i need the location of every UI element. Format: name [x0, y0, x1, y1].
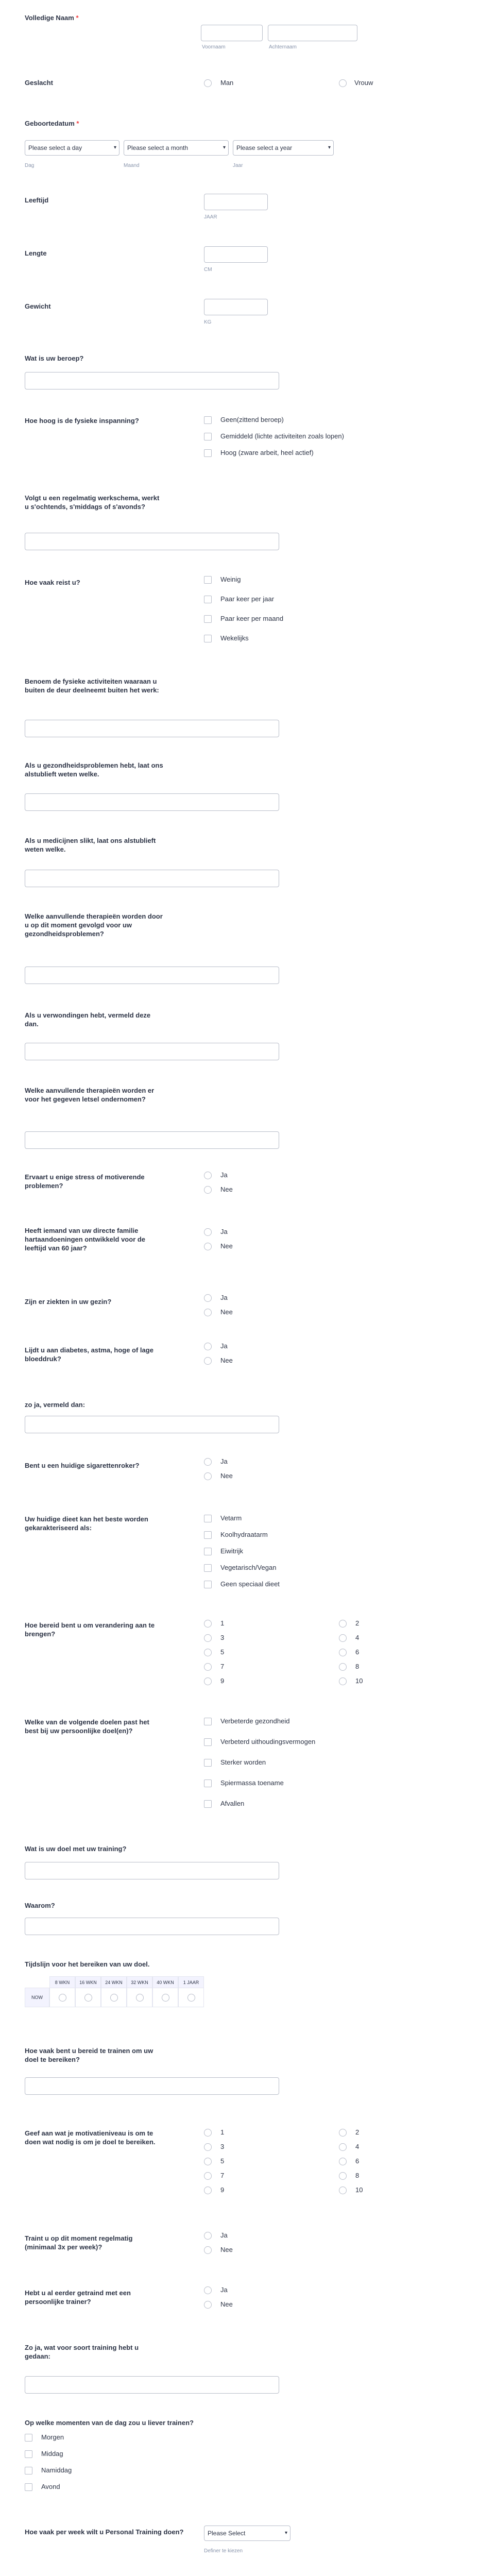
regular-yes-radio[interactable]: [204, 2232, 212, 2240]
meds-label: Als u medicijnen slikt, laat ons alstublieft weten welke.: [25, 837, 156, 853]
ready-option-radio[interactable]: [339, 1634, 347, 1642]
motivation-label: Geef aan wat je motivatieniveau is om te doen wat nodig is om je doel te bereiken.: [25, 2129, 156, 2146]
ready-option-radio[interactable]: [204, 1620, 212, 1628]
ready-option-radio[interactable]: [339, 1677, 347, 1685]
motivation-option-label: 1: [220, 2128, 225, 2136]
travel-option-checkbox[interactable]: [204, 596, 212, 603]
ready-option-label: 10: [355, 1677, 363, 1685]
full-name-label: Volledige Naam *: [25, 14, 79, 22]
job-input[interactable]: [25, 372, 279, 389]
schedule-label: Volgt u een regelmatig werkschema, werkt u s'ochtends, s'middags of s'avonds?: [25, 494, 160, 511]
last-name-sublabel: Achternaam: [269, 44, 297, 50]
stress-label: Ervaart u enige stress of motiverende problemen?: [25, 1173, 145, 1190]
timeline-cell[interactable]: [49, 1988, 75, 2007]
smoker-no-radio[interactable]: [204, 1472, 212, 1480]
motivation-option-label: 4: [355, 2143, 360, 2150]
travel-option-checkbox[interactable]: [204, 576, 212, 584]
motivation-option-radio[interactable]: [204, 2158, 212, 2165]
family-no-label: Nee: [220, 1242, 233, 1250]
diet-option-label: Vegetarisch/Vegan: [220, 1564, 277, 1571]
motivation-option-radio[interactable]: [339, 2129, 347, 2137]
motivation-option-radio[interactable]: [339, 2187, 347, 2194]
smoker-no-label: Nee: [220, 1472, 233, 1480]
regular-label: Traint u op dit moment regelmatig (minimaal 3x per week)?: [25, 2234, 133, 2251]
goals-option-label: Verbeterd uithoudingsvermogen: [220, 1738, 316, 1745]
family-yes-label: Ja: [220, 1228, 228, 1235]
smoker-label: Bent u een huidige sigarettenroker?: [25, 1462, 140, 1469]
sessions-label: Hoe vaak per week wilt u Personal Training doen?: [25, 2528, 184, 2536]
sick-label: Zijn er ziekten in uw gezin?: [25, 1298, 112, 1306]
ready-option-radio[interactable]: [204, 1663, 212, 1671]
motivation-option-label: 2: [355, 2128, 360, 2136]
sick-no-label: Nee: [220, 1308, 233, 1316]
activity-option-label: Geen(zittend beroep): [220, 416, 284, 423]
trainer-label: Hebt u al eerder getraind met een persoonlijke trainer?: [25, 2289, 131, 2306]
goals-option-checkbox[interactable]: [204, 1718, 212, 1725]
moments-option-label: Avond: [41, 2483, 60, 2490]
timeline-col-header: 32 WKN: [127, 1976, 152, 1989]
motivation-option-radio[interactable]: [204, 2187, 212, 2194]
health-input[interactable]: [25, 793, 279, 811]
length-unit: CM: [204, 267, 212, 273]
age-input[interactable]: [204, 194, 268, 210]
moments-option-label: Namiddag: [41, 2466, 72, 2474]
sessions-sublabel: Definer te kiezen: [204, 2548, 243, 2554]
first-name-input[interactable]: [201, 25, 263, 41]
diet-option-label: Geen speciaal dieet: [220, 1580, 280, 1588]
goals-option-label: Verbeterde gezondheid: [220, 1717, 290, 1725]
diet-option-checkbox[interactable]: [204, 1515, 212, 1522]
ready-option-label: 2: [355, 1619, 360, 1627]
sick-yes-radio[interactable]: [204, 1294, 212, 1302]
stress-no-label: Nee: [220, 1185, 233, 1193]
travel-option-label: Weinig: [220, 575, 241, 583]
motivation-option-label: 7: [220, 2172, 225, 2179]
motivation-option-label: 8: [355, 2172, 360, 2179]
ready-option-radio[interactable]: [204, 1634, 212, 1642]
dob-day-select[interactable]: Please select a day ▾: [25, 140, 119, 156]
family-label: Heeft iemand van uw directe familie hartaandoeningen ontwikkeld voor de leeftijd van 60 jaar?: [25, 1227, 146, 1252]
ready-option-label: 8: [355, 1663, 360, 1670]
why-input[interactable]: [25, 1918, 279, 1935]
diabetes-yes-label: Ja: [220, 1342, 228, 1350]
ready-option-label: 4: [355, 1634, 360, 1641]
previous-training-input[interactable]: [25, 2376, 279, 2394]
trainer-no-radio[interactable]: [204, 2301, 212, 2309]
motivation-option-label: 9: [220, 2186, 225, 2194]
ready-option-label: 6: [355, 1648, 360, 1656]
ready-option-radio[interactable]: [204, 1677, 212, 1685]
diabetes-label: Lijdt u aan diabetes, astma, hoge of lage bloeddruk?: [25, 1346, 153, 1363]
activities-input[interactable]: [25, 720, 279, 737]
goals-label: Welke van de volgende doelen past het best bij uw persoonlijke doel(en)?: [25, 1718, 149, 1735]
diet-label: Uw huidige dieet kan het beste worden gekarakteriseerd als:: [25, 1515, 148, 1532]
sick-yes-label: Ja: [220, 1294, 228, 1301]
moments-option-checkbox[interactable]: [25, 2434, 32, 2442]
diet-option-label: Koolhydraatarm: [220, 1531, 268, 1538]
timeline-row-header: NOW: [25, 1988, 49, 2007]
travel-option-checkbox[interactable]: [204, 615, 212, 623]
timeline-col-header: 8 WKN: [49, 1976, 75, 1989]
timeline-radio[interactable]: [187, 1994, 195, 2002]
moments-label: Op welke momenten van de dag zou u liever trainen?: [25, 2419, 194, 2427]
dob-month-sublabel: Maand: [124, 163, 140, 168]
motivation-option-label: 5: [220, 2157, 225, 2165]
ready-option-label: 3: [220, 1634, 225, 1641]
goals-option-checkbox[interactable]: [204, 1800, 212, 1808]
diabetes-no-radio[interactable]: [204, 1357, 212, 1365]
specify-input[interactable]: [25, 1416, 279, 1433]
travel-label: Hoe vaak reist u?: [25, 579, 80, 586]
activity-option-label: Hoog (zware arbeit, heel actief): [220, 449, 314, 456]
dob-year-select[interactable]: Please select a year ▾: [233, 140, 334, 156]
weight-unit: KG: [204, 319, 212, 325]
age-unit: JAAR: [204, 214, 217, 220]
timeline-cell[interactable]: [101, 1988, 127, 2007]
age-label: Leeftijd: [25, 196, 49, 204]
activity-option-checkbox[interactable]: [204, 433, 212, 440]
sessions-select[interactable]: Please Select ▾: [204, 2526, 290, 2541]
weight-label: Gewicht: [25, 302, 51, 310]
timeline-cell[interactable]: [152, 1988, 178, 2007]
ready-option-radio[interactable]: [339, 1663, 347, 1671]
moments-option-checkbox[interactable]: [25, 2450, 32, 2458]
timeline-label: Tijdslijn voor het bereiken van uw doel.: [25, 1960, 150, 1968]
timeline-cell[interactable]: [178, 1988, 204, 2007]
therapy-injury-label: Welke aanvullende therapieën worden er voor het gegeven letsel ondernomen?: [25, 1087, 155, 1103]
motivation-option-radio[interactable]: [204, 2172, 212, 2180]
moments-option-label: Morgen: [41, 2433, 64, 2441]
training-goal-input[interactable]: [25, 1862, 279, 1879]
goals-option-checkbox[interactable]: [204, 1738, 212, 1746]
meds-input[interactable]: [25, 870, 279, 887]
ready-option-label: 7: [220, 1663, 225, 1670]
timeline-cell[interactable]: [127, 1988, 152, 2007]
dob-label: Geboortedatum *: [25, 120, 79, 127]
timeline-radio[interactable]: [162, 1994, 169, 2002]
prepared-label: Hoe vaak bent u bereid te trainen om uw doel te bereiken?: [25, 2047, 153, 2063]
timeline-radio[interactable]: [84, 1994, 92, 2002]
regular-no-label: Nee: [220, 2246, 233, 2253]
motivation-option-radio[interactable]: [339, 2143, 347, 2151]
smoker-yes-radio[interactable]: [204, 1458, 212, 1466]
goals-option-label: Spiermassa toename: [220, 1779, 284, 1787]
motivation-option-radio[interactable]: [339, 2172, 347, 2180]
timeline-radio[interactable]: [110, 1994, 118, 2002]
length-label: Lengte: [25, 249, 47, 257]
travel-option-checkbox[interactable]: [204, 635, 212, 642]
smoker-yes-label: Ja: [220, 1458, 228, 1465]
regular-yes-label: Ja: [220, 2231, 228, 2239]
injuries-input[interactable]: [25, 1043, 279, 1060]
dob-day-sublabel: Dag: [25, 163, 35, 168]
travel-option-label: Paar keer per maand: [220, 615, 284, 622]
stress-no-radio[interactable]: [204, 1186, 212, 1194]
ready-option-label: 5: [220, 1648, 225, 1656]
schedule-input[interactable]: [25, 533, 279, 550]
motivation-option-radio[interactable]: [339, 2158, 347, 2165]
therapy-injury-input[interactable]: [25, 1131, 279, 1149]
activities-label: Benoem de fysieke activiteiten waaraan u buiten de deur deelneemt buiten het werk:: [25, 677, 159, 694]
timeline-col-header: 24 WKN: [101, 1976, 127, 1989]
training-goal-label: Wat is uw doel met uw training?: [25, 1845, 127, 1853]
sick-no-radio[interactable]: [204, 1309, 212, 1316]
prepared-input[interactable]: [25, 2077, 279, 2095]
diet-option-checkbox[interactable]: [204, 1531, 212, 1539]
goals-option-label: Afvallen: [220, 1800, 245, 1807]
stress-yes-radio[interactable]: [204, 1172, 212, 1179]
timeline-col-header: 16 WKN: [75, 1976, 101, 1989]
diet-option-label: Vetarm: [220, 1514, 242, 1522]
travel-option-label: Paar keer per jaar: [220, 595, 275, 603]
dob-month-select[interactable]: Please select a month ▾: [124, 140, 229, 156]
gender-label: Geslacht: [25, 79, 53, 87]
motivation-option-label: 6: [355, 2157, 360, 2165]
motivation-option-radio[interactable]: [204, 2129, 212, 2137]
diabetes-yes-radio[interactable]: [204, 1343, 212, 1350]
therapy-current-input[interactable]: [25, 967, 279, 984]
timeline-col-header: 40 WKN: [152, 1976, 178, 1989]
activity-label: Hoe hoog is de fysieke inspanning?: [25, 417, 139, 425]
goals-option-label: Sterker worden: [220, 1758, 266, 1766]
ready-option-label: 1: [220, 1619, 225, 1627]
weight-input[interactable]: [204, 299, 268, 315]
goals-option-checkbox[interactable]: [204, 1759, 212, 1767]
ready-option-radio[interactable]: [339, 1649, 347, 1656]
trainer-yes-label: Ja: [220, 2286, 228, 2294]
activity-option-checkbox[interactable]: [204, 416, 212, 424]
motivation-option-radio[interactable]: [204, 2143, 212, 2151]
diet-option-label: Eiwitrijk: [220, 1547, 244, 1555]
timeline-radio[interactable]: [136, 1994, 144, 2002]
goals-option-checkbox[interactable]: [204, 1780, 212, 1787]
ready-label: Hoe bereid bent u om verandering aan te brengen?: [25, 1621, 155, 1638]
motivation-option-label: 10: [355, 2186, 363, 2194]
family-no-radio[interactable]: [204, 1243, 212, 1250]
length-input[interactable]: [204, 246, 268, 263]
job-label: Wat is uw beroep?: [25, 354, 84, 362]
motivation-option-label: 3: [220, 2143, 225, 2150]
injuries-label: Als u verwondingen hebt, vermeld deze dan.: [25, 1011, 151, 1028]
activity-option-checkbox[interactable]: [204, 449, 212, 457]
moments-option-checkbox[interactable]: [25, 2467, 32, 2475]
specify-label: zo ja, vermeld dan:: [25, 1401, 85, 1409]
diet-option-checkbox[interactable]: [204, 1564, 212, 1572]
ready-option-radio[interactable]: [339, 1620, 347, 1628]
last-name-input[interactable]: [268, 25, 357, 41]
diet-option-checkbox[interactable]: [204, 1581, 212, 1588]
trainer-no-label: Nee: [220, 2300, 233, 2308]
dob-year-sublabel: Jaar: [233, 163, 243, 168]
ready-option-label: 9: [220, 1677, 225, 1685]
regular-no-radio[interactable]: [204, 2246, 212, 2254]
family-yes-radio[interactable]: [204, 1228, 212, 1236]
moments-option-checkbox[interactable]: [25, 2483, 32, 2491]
first-name-sublabel: Voornaam: [202, 44, 226, 50]
stress-yes-label: Ja: [220, 1171, 228, 1179]
gender-female-radio[interactable]: [339, 79, 347, 87]
therapy-current-label: Welke aanvullende therapieën worden door u op dit moment gevolgd voor uw gezondheidsproblemen?: [25, 912, 163, 938]
ready-option-radio[interactable]: [204, 1649, 212, 1656]
health-label: Als u gezondheidsproblemen hebt, laat ons alstublieft weten welke.: [25, 761, 163, 778]
activity-option-label: Gemiddeld (lichte activiteiten zoals lopen): [220, 432, 344, 440]
why-label: Waarom?: [25, 1902, 55, 1909]
previous-training-label: Zo ja, wat voor soort training hebt u gedaan:: [25, 2344, 139, 2360]
timeline-col-header: 1 JAAR: [178, 1976, 204, 1989]
timeline-radio[interactable]: [59, 1994, 66, 2002]
moments-option-label: Middag: [41, 2450, 63, 2458]
gender-male-label: Man: [220, 79, 234, 87]
diet-option-checkbox[interactable]: [204, 1548, 212, 1555]
trainer-yes-radio[interactable]: [204, 2286, 212, 2294]
travel-option-label: Wekelijks: [220, 634, 249, 642]
diabetes-no-label: Nee: [220, 1357, 233, 1364]
gender-female-label: Vrouw: [354, 79, 373, 87]
gender-male-radio[interactable]: [204, 79, 212, 87]
timeline-cell[interactable]: [75, 1988, 101, 2007]
